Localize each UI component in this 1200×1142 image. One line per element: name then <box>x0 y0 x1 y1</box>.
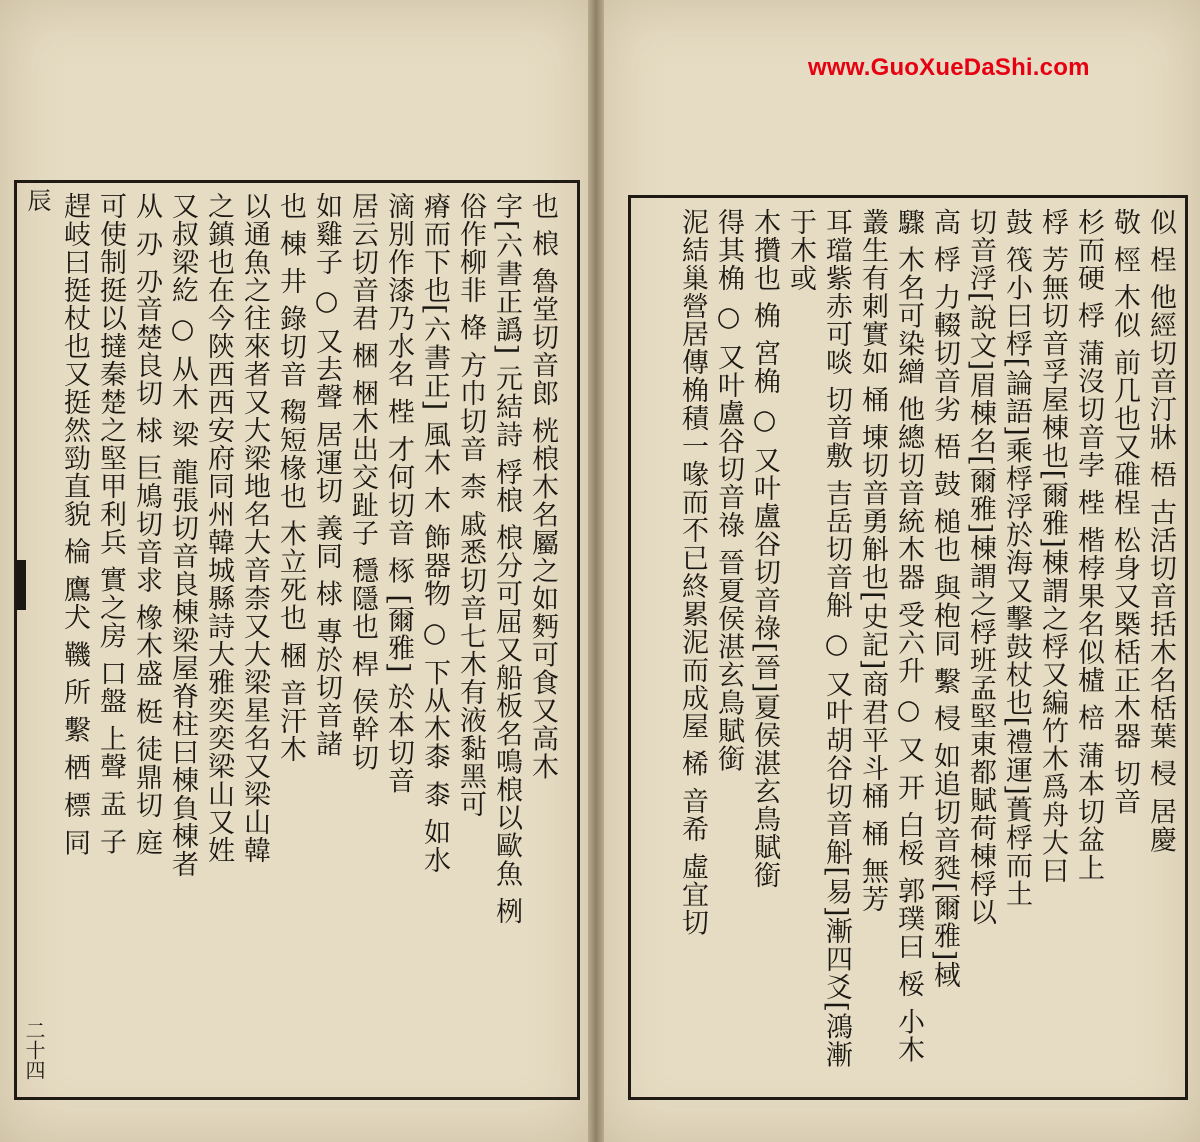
left-column: 之鎮也在今陝西西安府同州韓城縣詩大雅奕奕梁山又姓 <box>203 192 234 864</box>
right-column: 杉而硬 桴 蒲沒切音孛 梐 楷桲果名似樝 棓 蒲本切盆上 <box>1073 208 1104 882</box>
left-column: 字[六書正譌] 元結詩 桴桹 桹分可屈又船板名鳴桹以歐魚 栵 <box>491 192 522 926</box>
left-text-block <box>40 192 560 1087</box>
right-column: 高 桴 力輟切音劣 梧 鼓 槌也 與枹同 繫 梫 如追切音甤[爾雅]棫 <box>929 208 960 990</box>
right-column: 似 桯 他經切音汀牀 梧 古活切音括木名栝葉 梫 居慶 <box>1145 208 1176 854</box>
fish-tail-mark <box>16 560 26 610</box>
left-column: 趕岐曰挺杖也又挺然勁直貌 棆 鷹犬 鞿 所 繫 栖 標 同 <box>59 192 90 857</box>
left-margin-label: 辰 <box>23 188 51 212</box>
right-column: 敬 桱 木似 前几也又碓桯 松身又槩栝正木器 切音 <box>1109 208 1140 816</box>
left-column: 如雞子 ○ 又去聲 居運切 義同 梂 專於切音諸 <box>311 192 342 758</box>
left-column: 居云切音君 梱 梱木出交趾子 穩隱也 桿 侯幹切 <box>347 192 378 772</box>
left-column: 可使制挺以撻秦楚之堅甲利兵 實之房 口盤 上聲 盂 子 <box>95 192 126 856</box>
right-text-block <box>640 208 1178 1088</box>
right-column: 驟 木名可染繒 他總切音統木器 受六升 ○ 又 开 白桵 郭璞曰 桵 小木 <box>893 208 924 1064</box>
right-column: 泥結巢營居傳桷積一喙而不已終累泥而成屋 桸 音希 虛宜切 <box>677 208 708 937</box>
left-column: 也 桹 魯堂切音郎 桄桹木名屬之如麪可食又高木 <box>527 192 558 781</box>
left-column: 也 棟 井 錄切音 䅳短椽也 木立死也 棞 音汗木 <box>275 192 306 764</box>
right-column: 得其桷 ○ 又叶盧谷切音祿 晉夏侯湛玄鳥賦銜 <box>713 208 744 773</box>
left-column: 以通魚之往來者又大梁地名大音柰又大梁星名又梁山韓 <box>239 192 270 864</box>
left-column: 从 刅 刅音楚良切 梂 巨鳩切音求 橡木盛 梃 徒鼎切 庭 <box>131 192 162 857</box>
watermark-link[interactable]: www.GuoXueDaShi.com <box>808 54 1090 81</box>
right-column: 桴 芳無切音孚屋棟也[爾雅]棟謂之桴又編竹木爲舟大曰 <box>1037 208 1068 885</box>
right-column: 耳璫紫赤可啖 切音敷 吉岳切音斛 ○ 又叶胡谷切音斛[易]漸四爻[鴻漸于木或 <box>785 208 852 1069</box>
left-column: 又叔梁紇 ○ 从木 梁 龍張切音良棟梁屋脊柱曰棟負棟者 <box>167 192 198 879</box>
book-gutter <box>588 0 604 1142</box>
right-column: 叢生有刺實如 桶 埬切音勇斛也[史記]商君平斗桶 桶 無芳 <box>857 208 888 914</box>
right-column: 木攢也 桷 宮桷 ○ 又叶盧谷切音祿[晉]夏侯湛玄鳥賦銜 <box>749 208 780 890</box>
left-column: 瘠而下也[六書正] 風木 木 飾器物 ○ 下从木桼 桼 如水 <box>419 192 450 875</box>
folio-number: 二十四 <box>22 1020 46 1080</box>
left-column: 滴別作漆乃水名 梐 才何切音 㭬 [爾雅] 於本切音 <box>383 192 414 795</box>
right-column: 切音浮[說文]眉棟名[爾雅]棟謂之桴班孟堅東都賦荷棟桴以 <box>965 208 996 927</box>
left-column: 俗作柳非 栙 方巾切音 柰 戚悉切音七木有液黏黑可 <box>455 192 486 819</box>
right-column: 鼓 筏小曰桴[論語]乘桴浮於海又擊鼓杖也[禮運]蕢桴而土 <box>1001 208 1032 908</box>
